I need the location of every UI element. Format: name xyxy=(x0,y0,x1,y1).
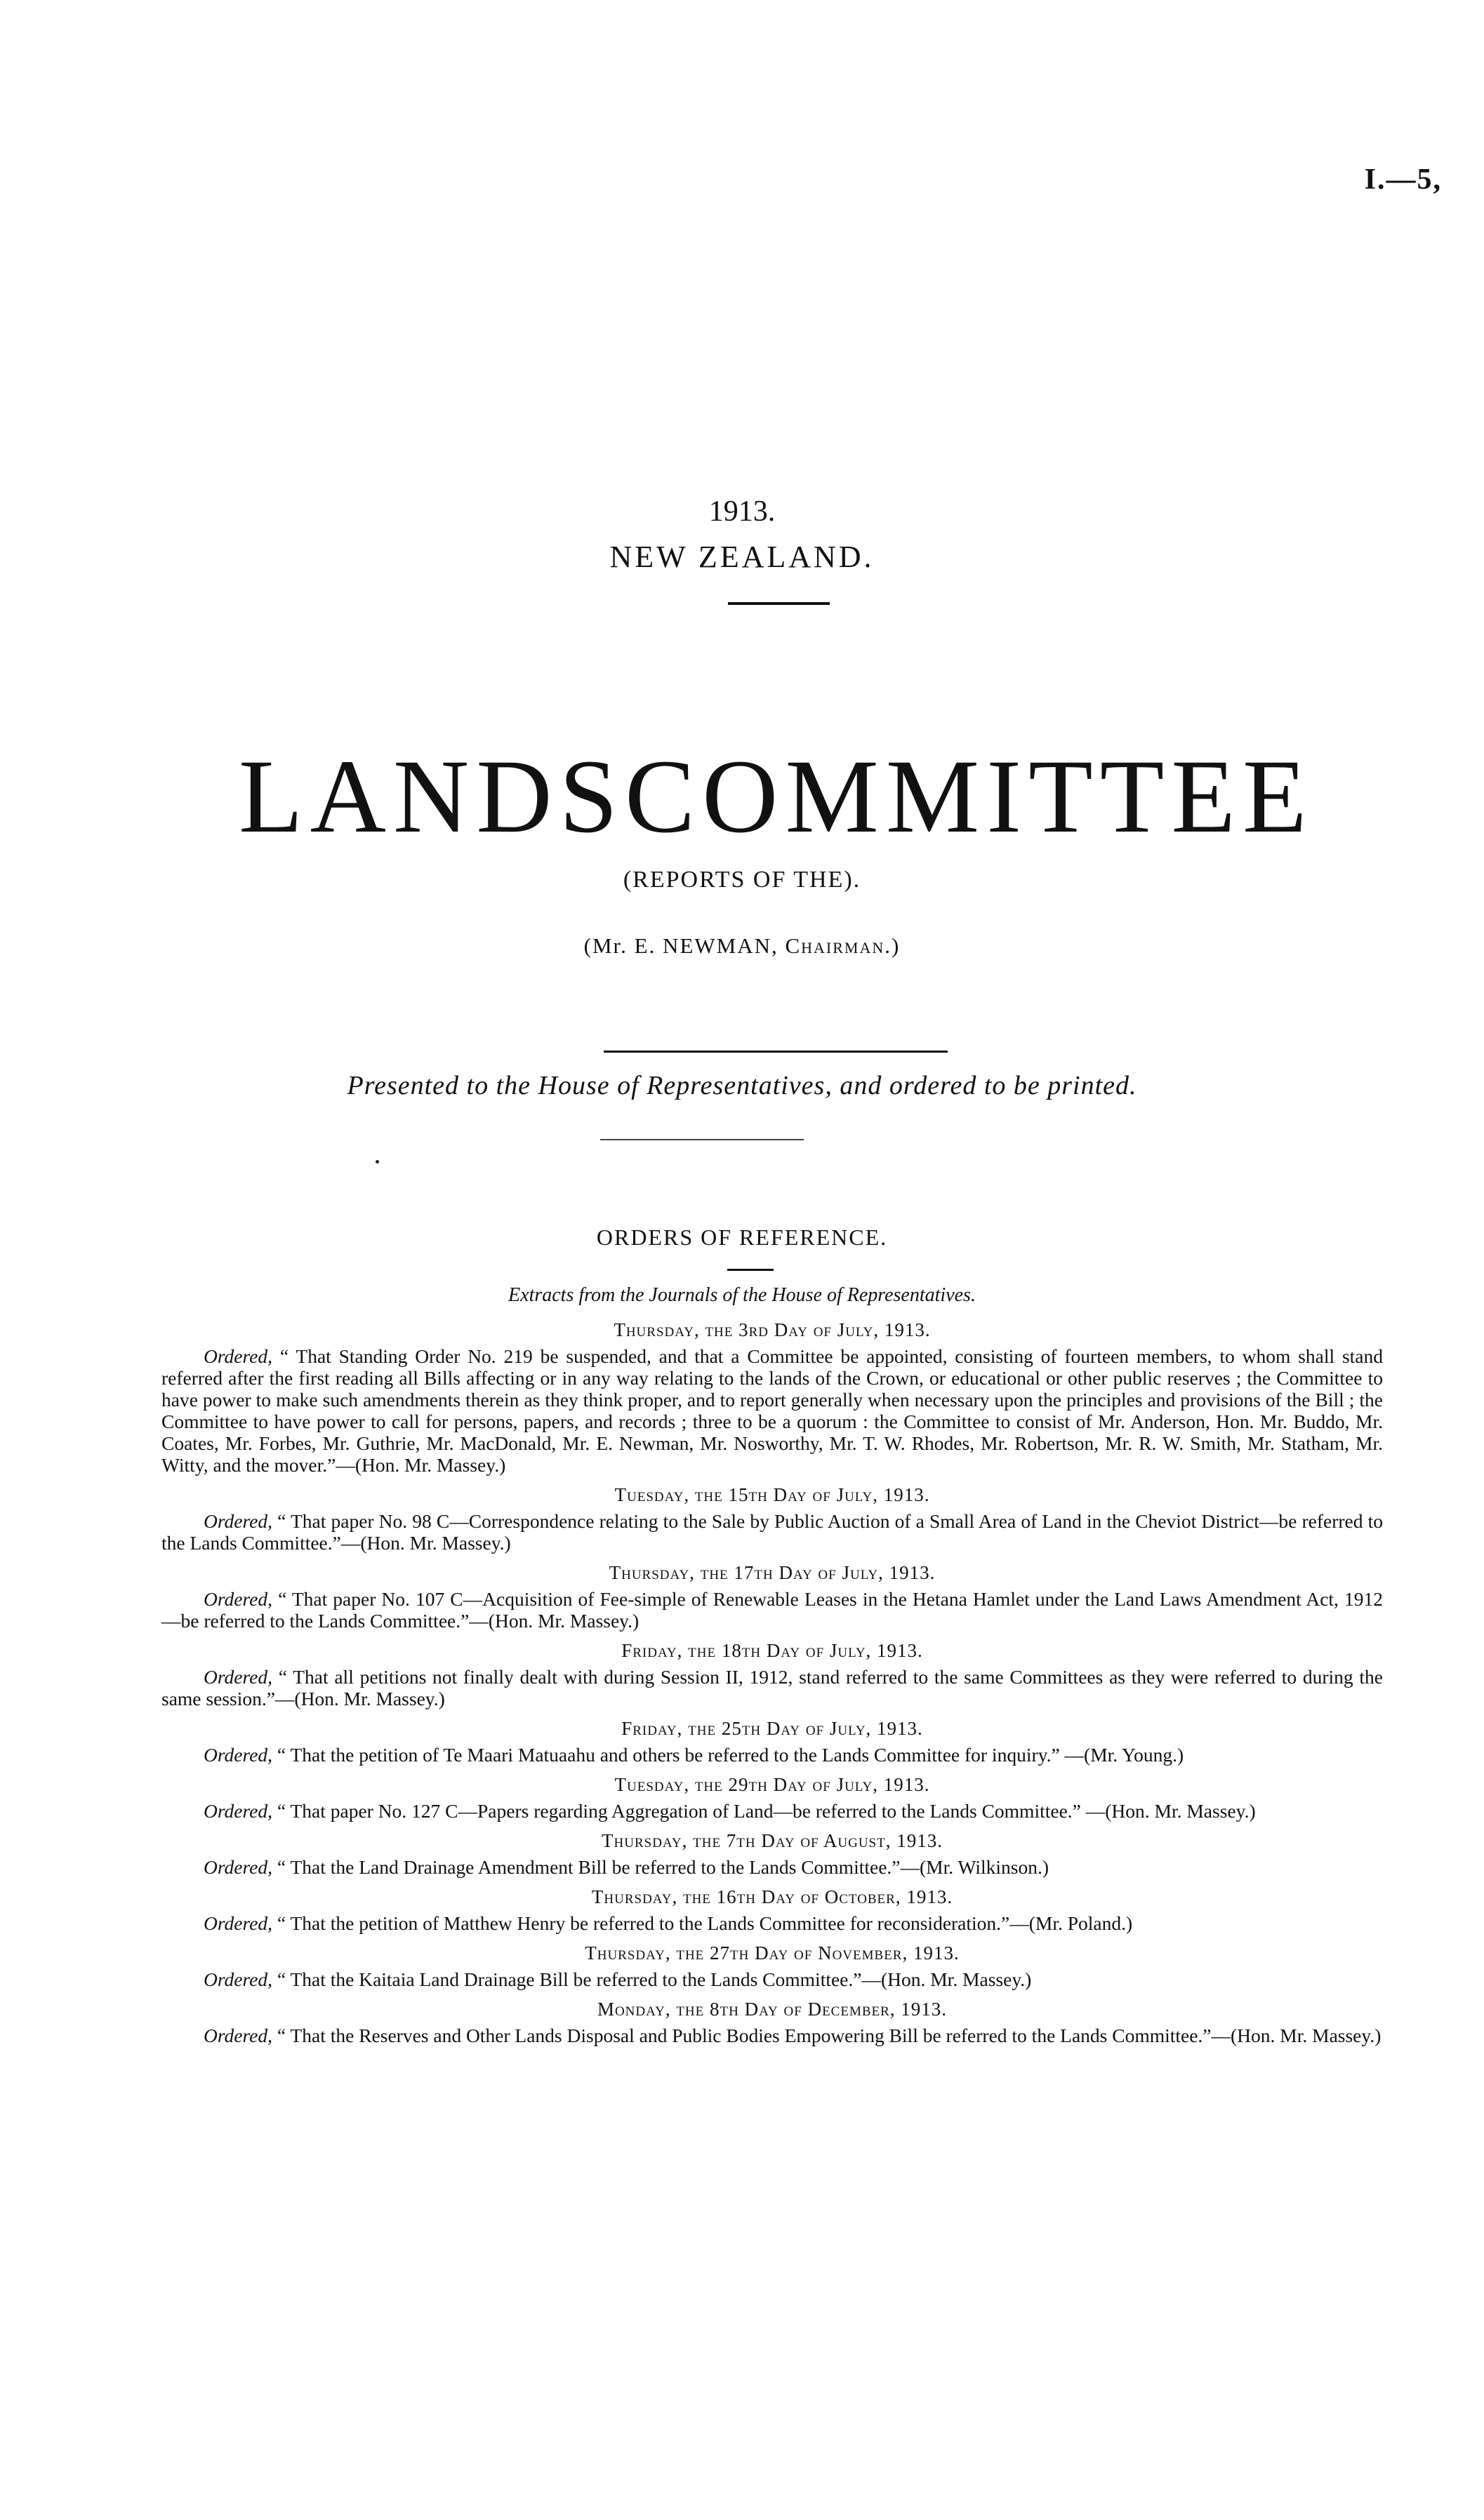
order-entry xyxy=(161,1999,1383,2046)
order-body: “ That the petition of Te Maari Matuaahu and others be referred to the Lands Committee for inquiry.” —(Mr. Young.) xyxy=(272,1744,1184,1766)
order-text xyxy=(161,2025,1383,2046)
extracts-subheading: Extracts from the Journals of the House of Representatives. xyxy=(508,1284,976,1306)
country-heading: NEW ZEALAND. xyxy=(609,540,875,574)
order-body: “ That paper No. 107 C—Acquisition of Fee-simple of Renewable Leases in the Hetana Hamlet under the Land Laws Amendment Act, 1912—be referred to the Lands Committee.”—(Hon. Mr. Massey.) xyxy=(161,1588,1383,1632)
order-date: Friday, the 18th Day of July, 1913. xyxy=(621,1640,923,1661)
order-date: Tuesday, the 15th Day of July, 1913. xyxy=(614,1484,930,1505)
orders-heading: ORDERS OF REFERENCE. xyxy=(596,1225,888,1250)
order-lead: Ordered, xyxy=(204,2025,273,2046)
order-date: Thursday, the 3rd Day of July, 1913. xyxy=(614,1319,931,1340)
order-date: Monday, the 8th Day of December, 1913. xyxy=(597,1999,948,2020)
order-body: “ That Standing Order No. 219 be suspended, and that a Committee be appointed, consisting of fourteen members, to whom shall stand referred after the first reading all Bills affecting or in any way relating to the lands of the Crown, or educational or other public reserves ; the Committee to have power to make such amendments therein as they think proper, and to report generally when necessary upon the principles and provisions of the Bill ; the Committee to have power to call for persons, papers, and records ; three to be a quorum : the Committee to consist of Mr. Anderson, Hon. Mr. Buddo, Mr. Coates, Mr. Forbes, Mr. Guthrie, Mr. MacDonald, Mr. E. Newman, Mr. Nosworthy, Mr. T. W. Rhodes, Mr. Robertson, Mr. R. W. Smith, Mr. Statham, Mr. Witty, and the mover.”—(Hon. Mr. Massey.) xyxy=(161,1345,1383,1476)
page-reference: I.—5, xyxy=(1364,164,1442,196)
title-word-committee: COMMITTEE xyxy=(625,738,1314,855)
order-text xyxy=(161,1800,1383,1822)
order-lead: Ordered, xyxy=(204,1666,273,1688)
order-entry xyxy=(161,1562,1383,1632)
order-text xyxy=(161,1968,1383,1990)
order-body: “ That the petition of Matthew Henry be referred to the Lands Committee for reconsideration.”—(Mr. Poland.) xyxy=(272,1912,1133,1934)
order-lead: Ordered, xyxy=(204,1800,273,1822)
title-word-lands: LANDS xyxy=(239,738,625,855)
order-lead: Ordered, xyxy=(204,1345,273,1367)
order-entry xyxy=(161,1640,1383,1709)
order-lead: Ordered, xyxy=(204,1856,273,1878)
order-text xyxy=(161,1744,1383,1766)
order-lead: Ordered, xyxy=(204,1744,273,1766)
document-title xyxy=(239,738,1314,855)
order-text xyxy=(161,1856,1383,1878)
order-date: Thursday, the 16th Day of October, 1913. xyxy=(591,1886,953,1907)
order-date: Tuesday, the 29th Day of July, 1913. xyxy=(614,1774,930,1795)
order-entry xyxy=(161,1942,1383,1990)
order-date: Thursday, the 17th Day of July, 1913. xyxy=(609,1562,936,1583)
chairman-close: ) xyxy=(892,933,901,958)
order-entry xyxy=(161,1319,1383,1476)
order-body: “ That the Land Drainage Amendment Bill be referred to the Lands Committee.”—(Mr. Wilkinson.) xyxy=(272,1856,1049,1878)
order-lead: Ordered, xyxy=(204,1912,273,1934)
order-date: Friday, the 25th Day of July, 1913. xyxy=(621,1718,923,1739)
order-text xyxy=(161,1912,1383,1934)
order-text xyxy=(161,1588,1383,1632)
chairman-line xyxy=(0,933,1484,959)
print-speck xyxy=(376,1160,379,1164)
chairman-name: (Mr. E. NEWMAN, xyxy=(583,933,786,958)
order-body: “ That paper No. 98 C—Correspondence relating to the Sale by Public Auction of a Small Area of Land in the Cheviot District—be referred to the Lands Committee.”—(Hon. Mr. Massey.) xyxy=(161,1510,1383,1554)
order-lead: Ordered, xyxy=(204,1968,273,1990)
chairman-role: Chairman. xyxy=(785,933,892,958)
order-lead: Ordered, xyxy=(204,1588,273,1610)
divider-rule-thin xyxy=(600,1139,804,1140)
divider-rule-long xyxy=(604,1051,948,1053)
order-entry xyxy=(161,1830,1383,1878)
order-text xyxy=(161,1510,1383,1554)
order-entry xyxy=(161,1718,1383,1766)
orders-list xyxy=(161,1319,1383,2046)
order-body: “ That the Reserves and Other Lands Disposal and Public Bodies Empowering Bill be referred to the Lands Committee.”—(Hon. Mr. Massey.) xyxy=(272,2025,1382,2046)
order-text xyxy=(161,1666,1383,1709)
order-date: Thursday, the 27th Day of November, 1913. xyxy=(585,1942,960,1964)
document-subtitle: (REPORTS OF THE). xyxy=(623,867,861,893)
order-body: “ That all petitions not finally dealt with during Session II, 1912, stand referred to the same Committees as they were referred to during the same session.”—(Hon. Mr. Massey.) xyxy=(161,1666,1383,1709)
order-body: “ That paper No. 127 C—Papers regarding Aggregation of Land—be referred to the Lands Committee.” —(Hon. Mr. Massey.) xyxy=(272,1800,1256,1822)
divider-rule-tiny xyxy=(727,1269,774,1271)
order-entry xyxy=(161,1774,1383,1822)
order-entry xyxy=(161,1886,1383,1934)
presented-statement: Presented to the House of Representatives, and ordered to be printed. xyxy=(347,1071,1137,1100)
order-date: Thursday, the 7th Day of August, 1913. xyxy=(602,1830,943,1851)
order-lead: Ordered, xyxy=(204,1510,273,1532)
divider-rule xyxy=(728,602,830,605)
order-entry xyxy=(161,1484,1383,1554)
publication-year: 1913. xyxy=(708,495,776,528)
order-body: “ That the Kaitaia Land Drainage Bill be referred to the Lands Committee.”—(Hon. Mr. Massey.) xyxy=(272,1968,1032,1990)
order-text xyxy=(161,1345,1383,1476)
